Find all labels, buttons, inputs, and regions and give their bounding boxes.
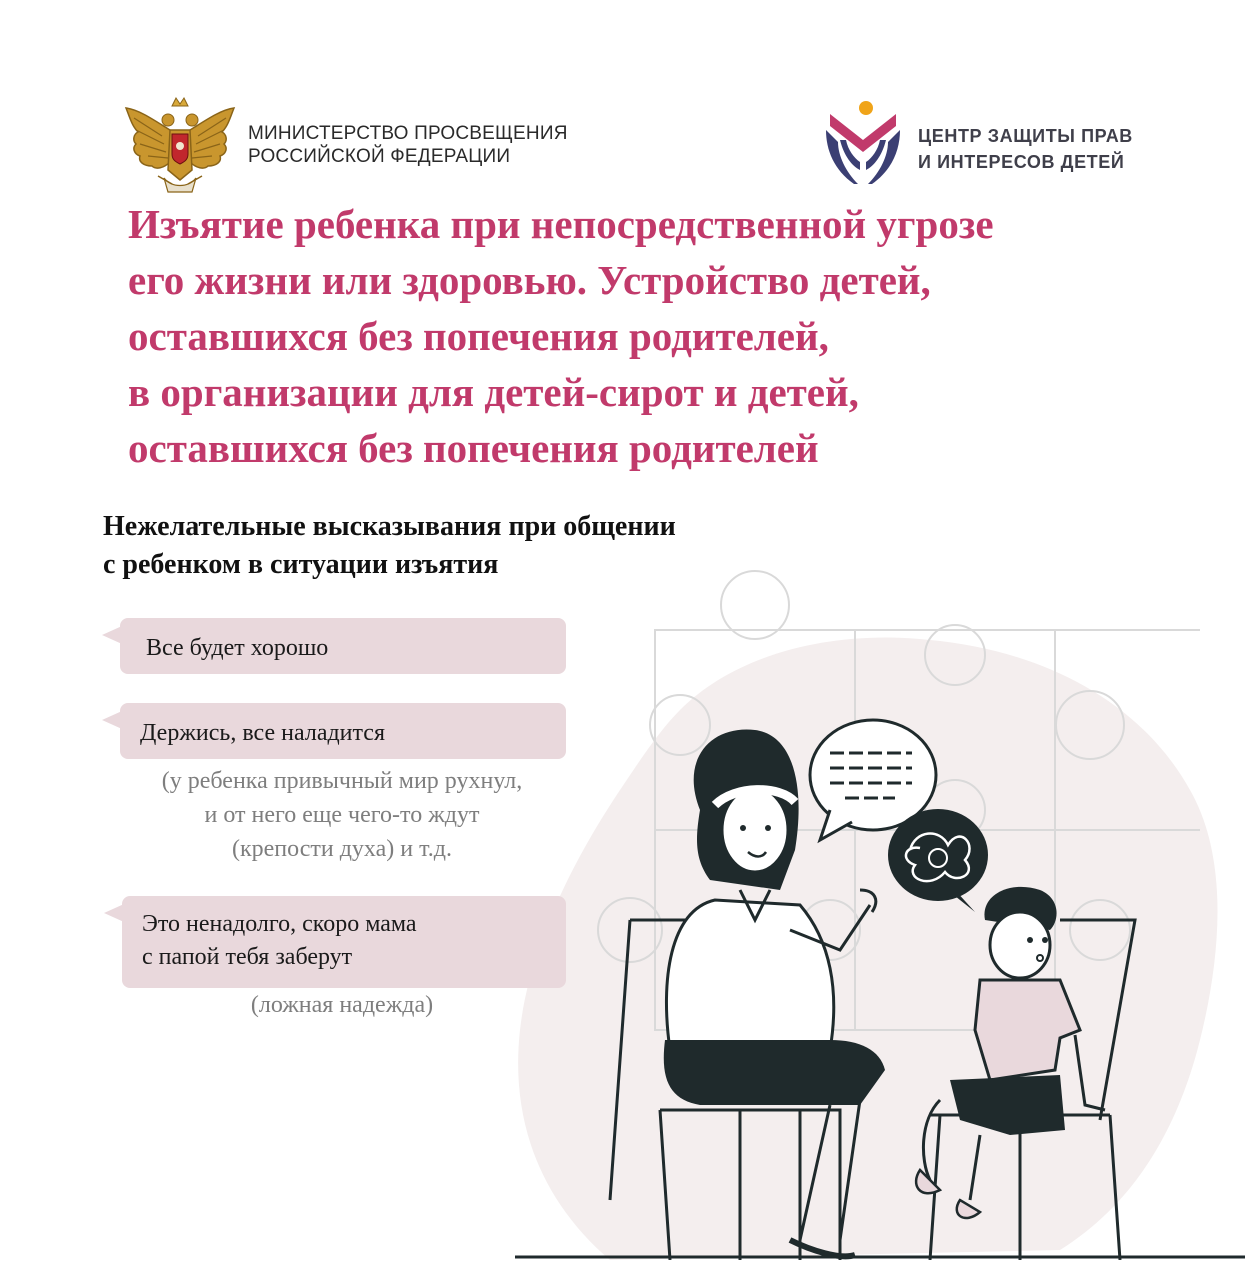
phrase-bubble bbox=[120, 703, 566, 759]
subtitle-line: Нежелательные высказывания при общении bbox=[103, 511, 676, 542]
phrase-text: с папой тебя заберут bbox=[142, 944, 353, 970]
phrase-bubble bbox=[120, 618, 566, 674]
phrase-bubble bbox=[122, 896, 566, 988]
title-line: в организации для детей-сирот и детей, bbox=[128, 369, 859, 415]
title-line: оставшихся без попечения родителей, bbox=[128, 313, 829, 359]
ministry-name bbox=[248, 122, 608, 168]
center-name bbox=[918, 123, 1178, 175]
page-title bbox=[128, 196, 1158, 476]
title-line: оставшихся без попечения родителей bbox=[128, 425, 819, 471]
ministry-name-line: РОССИЙСКОЙ ФЕДЕРАЦИИ bbox=[248, 146, 511, 167]
phrase-text: Это ненадолго, скоро мама bbox=[142, 911, 417, 937]
ministry-name-line: МИНИСТЕРСТВО ПРОСВЕЩЕНИЯ bbox=[248, 123, 568, 144]
subtitle-line: с ребенком в ситуации изъятия bbox=[103, 549, 499, 580]
phrase-note-line: (крепости духа) и т.д. bbox=[231, 836, 452, 862]
phrase-note bbox=[162, 988, 522, 1022]
phrase-text: Все будет хорошо bbox=[146, 635, 329, 661]
illustration bbox=[500, 560, 1260, 1260]
title-line: его жизни или здоровью. Устройство детей, bbox=[128, 257, 931, 303]
heart-hands-icon bbox=[820, 100, 906, 192]
phrase-note-line: (ложная надежда) bbox=[250, 992, 434, 1018]
phrase-note-line: и от него еще чего-то ждут bbox=[204, 802, 480, 828]
phrase-note bbox=[112, 764, 572, 866]
center-name-line: ЦЕНТР ЗАЩИТЫ ПРАВ bbox=[918, 126, 1133, 146]
ministry-emblem-icon bbox=[122, 96, 238, 196]
phrase-text: Держись, все наладится bbox=[140, 720, 385, 746]
center-name-line: И ИНТЕРЕСОВ ДЕТЕЙ bbox=[918, 152, 1125, 172]
phrase-note-line: (у ребенка привычный мир рухнул, bbox=[161, 768, 523, 794]
title-line: Изъятие ребенка при непосредственной угрозе bbox=[128, 201, 994, 247]
